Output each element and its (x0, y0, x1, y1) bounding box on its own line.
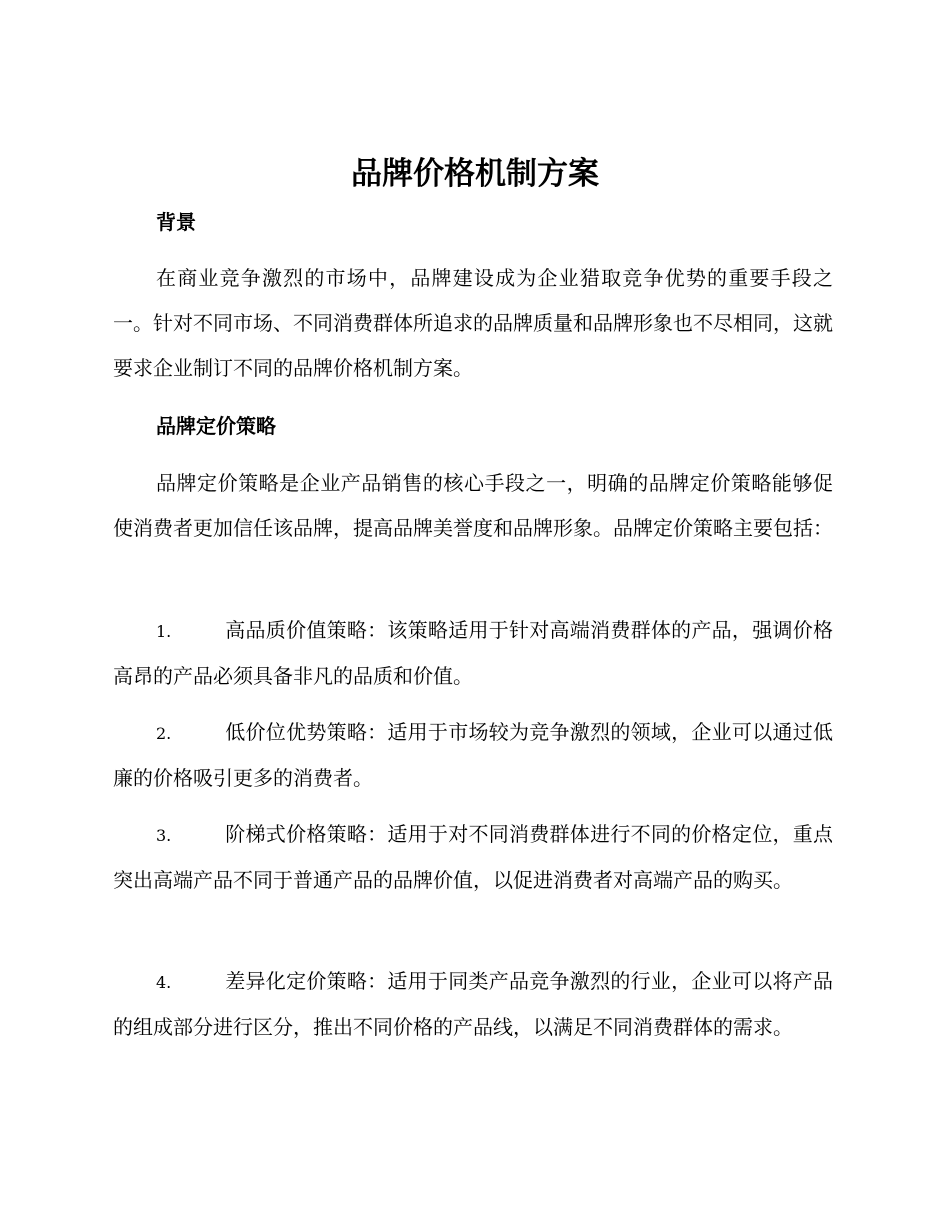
list-item (113, 812, 833, 903)
section-paragraph-background: 在商业竞争激烈的市场中，品牌建设成为企业猎取竞争优势的重要手段之一。针对不同市场、不同消费群体所追求的品牌质量和品牌形象也不尽相同，这就要求企业制订不同的品牌价格机制方案。 (113, 266, 833, 380)
list-item-number: 4. (156, 973, 172, 992)
section-paragraph-pricing-strategy: 品牌定价策略是企业产品销售的核心手段之一，明确的品牌定价策略能够促使消费者更加信任该品牌，提高品牌美誉度和品牌形象。品牌定价策略主要包括： (113, 471, 833, 540)
list-item-number: 3. (156, 826, 172, 845)
list-item (113, 959, 833, 1050)
list-item-number: 1. (156, 622, 172, 641)
list-item-text: 阶梯式价格策略：适用于对不同消费群体进行不同的价格定位，重点突出高端产品不同于普通产品的品牌价值，以促进消费者对高端产品的购买。 (113, 822, 833, 892)
document-title: 品牌价格机制方案 (351, 156, 599, 192)
list-item-number: 2. (156, 724, 172, 743)
list-item (113, 608, 833, 699)
list-item-text: 低价位优势策略：适用于市场较为竞争激烈的领域，企业可以通过低廉的价格吸引更多的消费者。 (113, 720, 833, 790)
list-item-text: 高品质价值策略：该策略适用于针对高端消费群体的产品，强调价格高昂的产品必须具备非凡的品质和价值。 (113, 618, 833, 688)
section-heading-pricing-strategy: 品牌定价策略 (156, 414, 276, 438)
section-heading-background: 背景 (156, 210, 196, 234)
list-item (113, 710, 833, 801)
list-item-text: 差异化定价策略：适用于同类产品竞争激烈的行业，企业可以将产品的组成部分进行区分，推出不同价格的产品线，以满足不同消费群体的需求。 (113, 969, 833, 1039)
